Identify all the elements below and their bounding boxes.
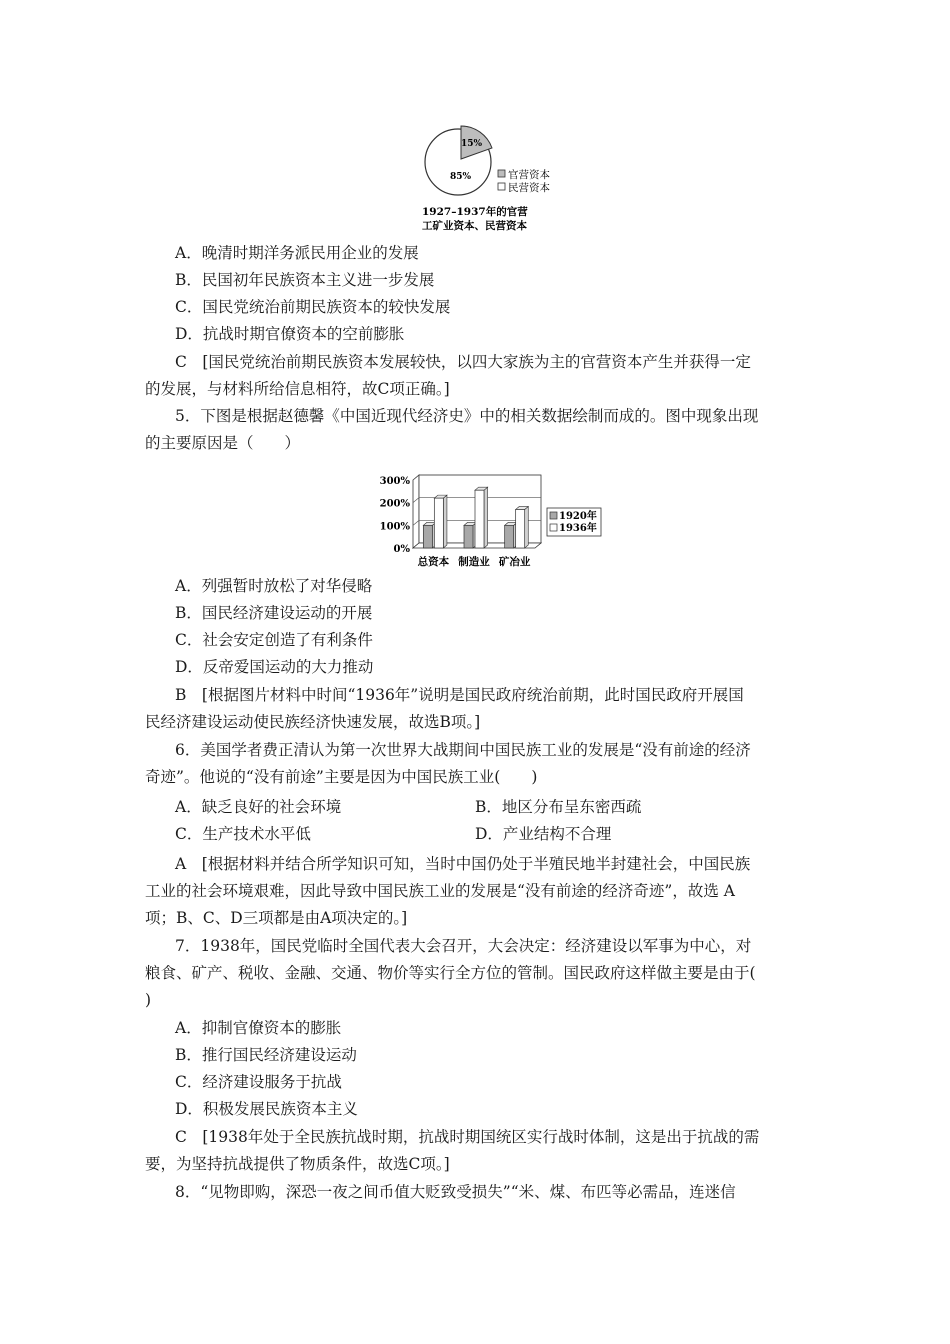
q6-option-d: D．产业结构不合理 (475, 825, 612, 843)
legend-label: 1920年 (559, 511, 597, 522)
legend-swatch (550, 524, 557, 531)
q7-stem-line3: ) (145, 991, 152, 1009)
chart-side-wall (413, 475, 419, 548)
q6-answer-line3: 项；B、C、D三项都是由A项决定的。] (145, 909, 408, 927)
q6-option-row2 (175, 823, 840, 845)
pie-caption-line1: 1927–1937年的官营 (422, 206, 528, 218)
q4-option-c: C．国民党统治前期民族资本的较快发展 (175, 298, 451, 316)
q5-option-a: A．列强暂时放松了对华侵略 (175, 577, 373, 595)
q8-stem-line1: 8．“见物即购，深恐一夜之间币值大贬致受损失”“米、煤、布匹等必需品，连迷信 (175, 1183, 736, 1201)
q5-option-c: C．社会安定创造了有利条件 (175, 631, 373, 649)
bar-1936年-制造业 (475, 490, 484, 548)
y-tick-label: 300% (379, 476, 410, 487)
q6-stem-line1: 6．美国学者费正清认为第一次世界大战期间中国民族工业的发展是“没有前途的经济 (175, 741, 751, 759)
q4-answer-line1: C [国民党统治前期民族资本发展较快，以四大家族为主的官营资本产生并获得一定 (175, 353, 751, 371)
q4-option-a: A．晚清时期洋务派民用企业的发展 (175, 244, 419, 262)
bar-1936年-矿冶业 (516, 509, 525, 548)
bar-chart-figure (375, 470, 610, 570)
q4-answer-line2: 的发展，与材料所给信息相符，故C项正确。] (145, 380, 450, 398)
q7-option-c: C．经济建设服务于抗战 (175, 1073, 342, 1091)
q5-option-d: D．反帝爱国运动的大力推动 (175, 658, 374, 676)
legend-label-private: 民营资本 (508, 182, 550, 194)
legend-swatch-private (498, 183, 505, 190)
bar-1920年-矿冶业 (505, 525, 514, 548)
x-tick-label: 制造业 (458, 556, 490, 568)
y-tick-label: 100% (379, 521, 410, 533)
bar-side (443, 495, 447, 548)
q7-option-a: A．抑制官僚资本的膨胀 (175, 1019, 342, 1037)
q4-option-b: B．民国初年民族资本主义进一步发展 (175, 271, 435, 289)
legend-swatch-official (498, 170, 505, 177)
bar-1920年-制造业 (464, 525, 473, 548)
x-tick-label: 矿冶业 (498, 556, 531, 568)
pie-figure (420, 122, 570, 234)
q7-option-d: D．积极发展民族资本主义 (175, 1100, 358, 1118)
q7-answer-line1: C [1938年处于全民族抗战时期，抗战时期国统区实行战时体制，这是出于抗战的需 (175, 1128, 760, 1146)
q7-stem-line1: 7．1938年，国民党临时全国代表大会召开，大会决定：经济建设以军事为中心，对 (175, 937, 752, 955)
q5-stem-line2: 的主要原因是（ ） (145, 434, 301, 452)
bar-1936年-总资本 (434, 498, 443, 548)
y-tick-label: 0% (393, 544, 410, 555)
q4-option-d: D．抗战时期官僚资本的空前膨胀 (175, 325, 405, 343)
q6-answer-line2: 工业的社会环境艰难，因此导致中国民族工业的发展是“没有前途的经济奇迹”，故选 A (145, 882, 735, 900)
bar-side (484, 487, 488, 548)
pie-label-small: 15% (461, 139, 483, 149)
q6-option-c: C．生产技术水平低 (175, 825, 311, 843)
q6-answer-line1: A [根据材料并结合所学知识可知，当时中国仍处于半殖民地半封建社会，中国民族 (175, 855, 751, 873)
q7-option-b: B．推行国民经济建设运动 (175, 1046, 357, 1064)
pie-chart (420, 122, 570, 234)
x-tick-label: 总资本 (417, 556, 450, 568)
q6-option-row1 (175, 796, 840, 818)
q5-answer-line1: B [根据图片材料中时间“1936年”说明是国民政府统治前期，此时国民政府开展国 (175, 686, 744, 704)
pie-label-large: 85% (450, 172, 472, 182)
q5-answer-line2: 民经济建设运动使民族经济快速发展，故选B项。] (145, 713, 481, 731)
bar-1920年-总资本 (423, 525, 432, 548)
q7-stem-line2: 粮食、矿产、税收、金融、交通、物价等实行全方位的管制。国民政府这样做主要是由于( (145, 964, 756, 982)
q6-option-b: B．地区分布呈东密西疏 (475, 798, 642, 816)
bar-chart (375, 470, 610, 570)
pie-caption-line2: 工矿业资本、民营资本 (422, 220, 527, 232)
legend-swatch (550, 512, 557, 519)
legend-label: 1936年 (559, 523, 597, 534)
q5-stem-line1: 5．下图是根据赵德馨《中国近现代经济史》中的相关数据绘制而成的。图中现象出现 (175, 407, 759, 425)
y-tick-label: 200% (379, 498, 410, 510)
q6-option-a: A．缺乏良好的社会环境 (175, 798, 342, 816)
legend-label-official: 官营资本 (508, 169, 550, 181)
q5-option-b: B．国民经济建设运动的开展 (175, 604, 373, 622)
q6-stem-line2: 奇迹”。他说的“没有前途”主要是因为中国民族工业( ) (145, 768, 538, 786)
bar-side (525, 506, 529, 548)
q7-answer-line2: 要，为坚持抗战提供了物质条件，故选C项。] (145, 1155, 450, 1173)
